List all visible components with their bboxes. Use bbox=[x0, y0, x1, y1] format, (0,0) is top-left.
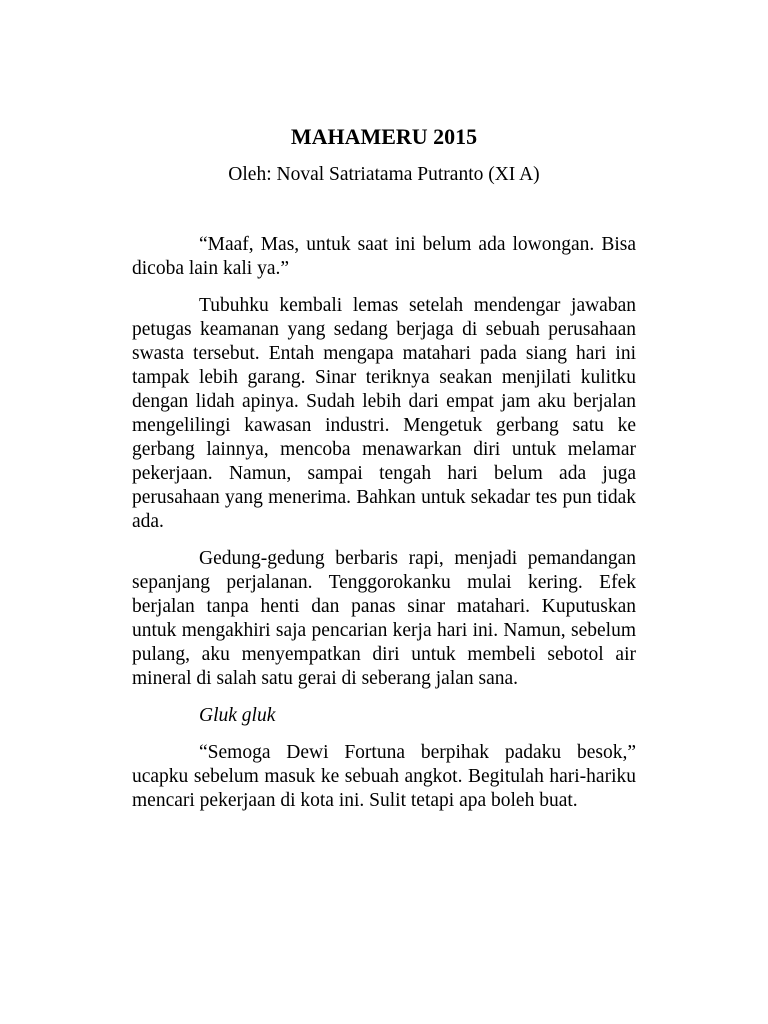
paragraph-sound-effect: Gluk gluk bbox=[199, 705, 276, 726]
document-title: MAHAMERU 2015 bbox=[290, 124, 478, 149]
document-page bbox=[132, 120, 636, 826]
paragraph-narration-1: Tubuhku kembali lemas setelah mendengar jawaban petugas keamanan yang sedang berjaga di sebuah perusahaan swasta tersebut. Entah mengapa matahari pada siang hari ini tampak lebih garang. Sinar teriknya seakan menjilati kulitku dengan lidah apinya. Sudah lebih dari empat jam aku berjalan mengelilingi kawasan industri. Mengetuk gerbang satu ke gerbang lainnya, mencoba menawarkan diri untuk melamar pekerjaan. Namun, sampai tengah hari belum ada juga perusahaan yang menerima. Bahkan untuk sekadar tes pun tidak ada. bbox=[132, 295, 636, 532]
paragraph-narration-2: Gedung-gedung berbaris rapi, menjadi pemandangan sepanjang perjalanan. Tenggorokanku mulai kering. Efek berjalan tanpa henti dan panas sinar matahari. Kuputuskan untuk mengakhiri saja pencarian kerja hari ini. Namun, sebelum pulang, aku menyempatkan diri untuk membeli sebotol air mineral di salah satu gerai di seberang jalan sana. bbox=[132, 548, 636, 689]
author-byline: Oleh: Noval Satriatama Putranto (XI A) bbox=[228, 164, 540, 185]
paragraph-dialogue-2: “Semoga Dewi Fortuna berpihak padaku besok,” ucapku sebelum masuk ke sebuah angkot. Begitulah hari-hariku mencari pekerjaan di kota ini. Sulit tetapi apa boleh buat. bbox=[132, 742, 636, 811]
paragraph-dialogue-1: “Maaf, Mas, untuk saat ini belum ada lowongan. Bisa dicoba lain kali ya.” bbox=[132, 234, 636, 279]
